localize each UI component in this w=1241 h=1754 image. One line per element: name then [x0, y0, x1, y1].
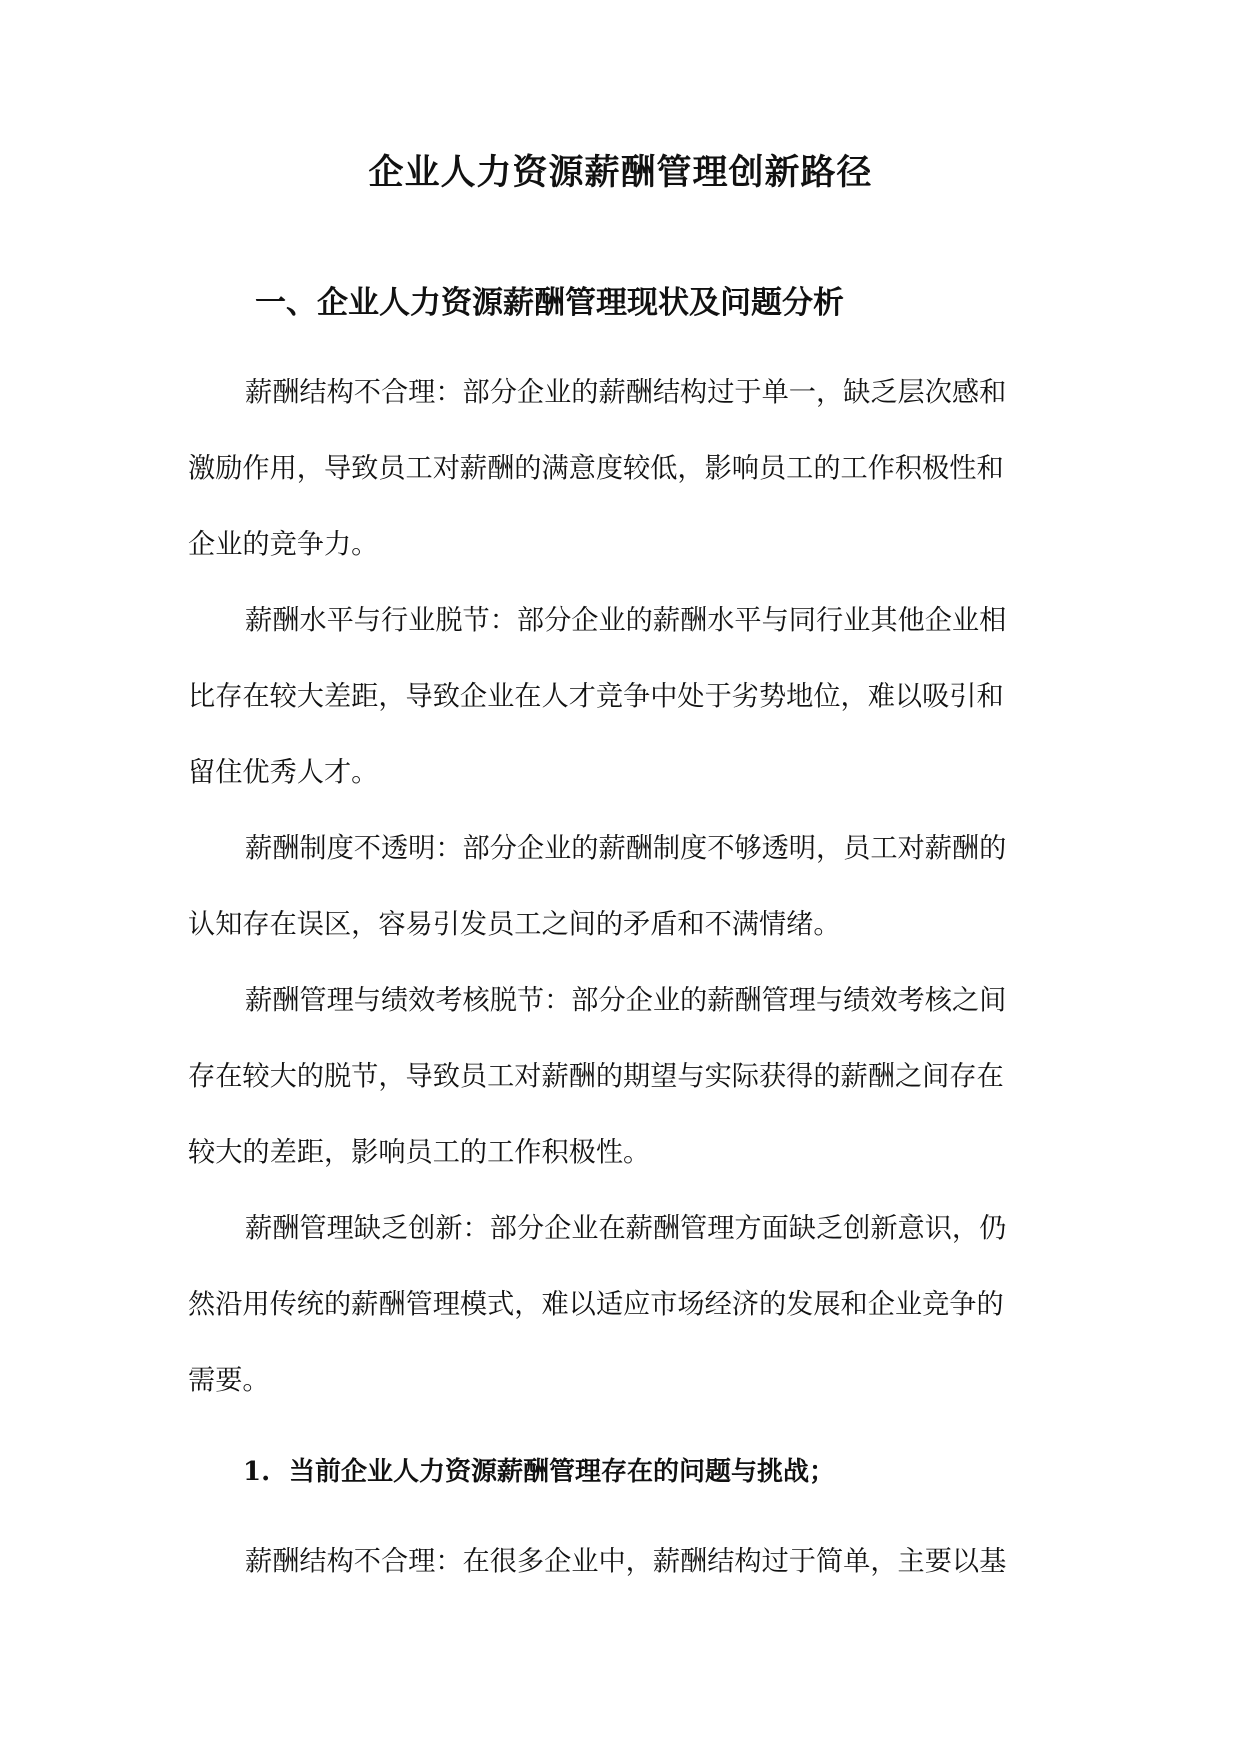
- section-heading: 一、企业人力资源薪酬管理现状及问题分析: [255, 285, 844, 321]
- paragraph: [188, 1191, 1053, 1419]
- paragraph-line: 留住优秀人才。: [188, 757, 379, 788]
- paragraph-line: 较大的差距，影响员工的工作积极性。: [188, 1137, 651, 1168]
- document-title: 企业人力资源薪酬管理创新路径: [368, 152, 873, 193]
- paragraph-line: 薪酬结构不合理：在很多企业中，薪酬结构过于简单，主要以基: [245, 1546, 1007, 1577]
- subheading-number: 1.: [243, 1457, 271, 1487]
- paragraph: [188, 355, 1053, 583]
- paragraph: [188, 583, 1053, 811]
- paragraph: [188, 963, 1053, 1191]
- paragraph-line: 企业的竞争力。: [188, 529, 379, 560]
- paragraph-line: 然沿用传统的薪酬管理模式，难以适应市场经济的发展和企业竞争的: [188, 1289, 1004, 1320]
- subheading-text: 当前企业人力资源薪酬管理存在的问题与挑战；: [289, 1457, 836, 1487]
- paragraph-line: 需要。: [188, 1365, 270, 1396]
- paragraph-line: 激励作用，导致员工对薪酬的满意度较低，影响员工的工作积极性和: [188, 453, 1004, 484]
- paragraph-line: 薪酬管理缺乏创新：部分企业在薪酬管理方面缺乏创新意识，仍: [245, 1213, 1007, 1244]
- paragraph-line: 薪酬制度不透明：部分企业的薪酬制度不够透明，员工对薪酬的: [245, 833, 1007, 864]
- paragraph: [188, 811, 1053, 963]
- paragraph-line: 薪酬水平与行业脱节：部分企业的薪酬水平与同行业其他企业相: [245, 605, 1007, 636]
- paragraph-line: 比存在较大差距，导致企业在人才竞争中处于劣势地位，难以吸引和: [188, 681, 1004, 712]
- paragraph: [188, 1524, 1053, 1600]
- numbered-subheading: [243, 1452, 835, 1492]
- paragraph-line: 薪酬结构不合理：部分企业的薪酬结构过于单一，缺乏层次感和: [245, 377, 1007, 408]
- paragraph-line: 认知存在误区，容易引发员工之间的矛盾和不满情绪。: [188, 909, 841, 940]
- paragraph-line: 薪酬管理与绩效考核脱节：部分企业的薪酬管理与绩效考核之间: [245, 985, 1007, 1016]
- paragraph-line: 存在较大的脱节，导致员工对薪酬的期望与实际获得的薪酬之间存在: [188, 1061, 1004, 1092]
